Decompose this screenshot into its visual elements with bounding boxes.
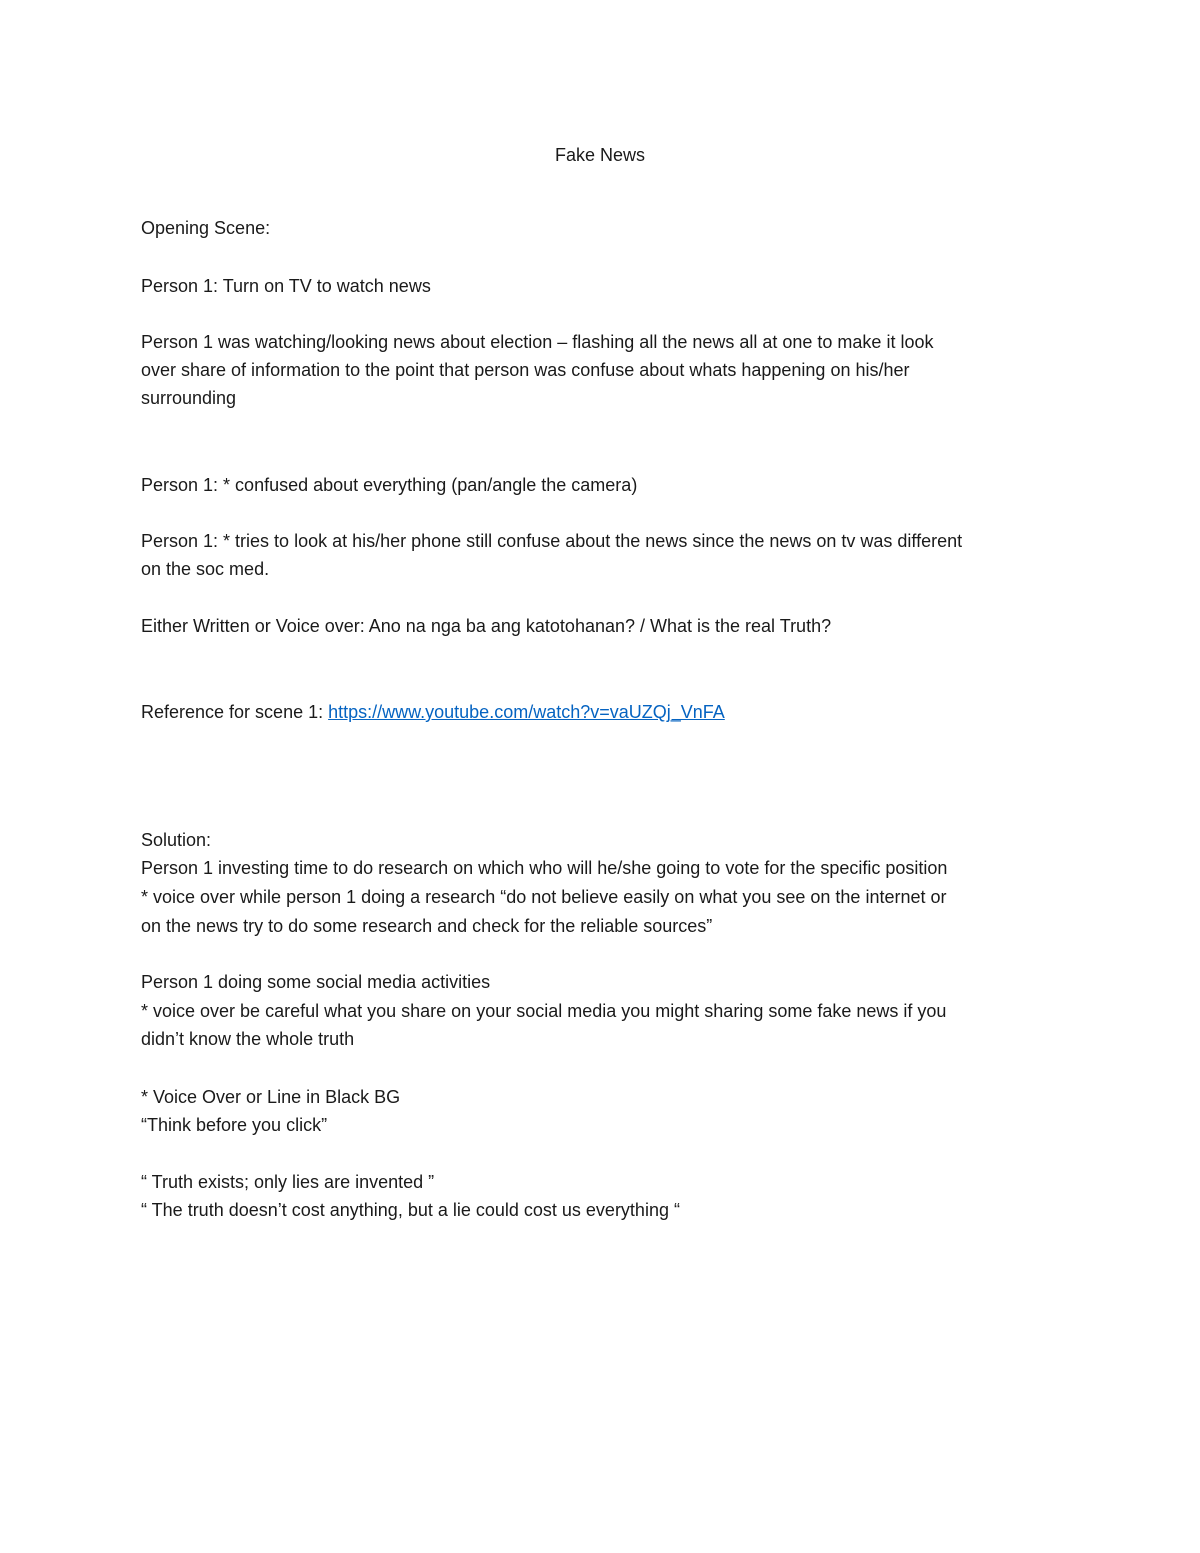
paragraph-line: Person 1: Turn on TV to watch news	[141, 276, 431, 296]
opening-scene-heading: Opening Scene:	[141, 218, 271, 238]
quote-line: “ Truth exists; only lies are invented ”	[141, 1172, 435, 1192]
paragraph-line: surrounding	[141, 388, 237, 408]
paragraph-line: Person 1 was watching/looking news about election – flashing all the news all at one to make it look	[141, 332, 934, 352]
paragraph-line: * voice over while person 1 doing a research “do not believe easily on what you see on the internet or	[141, 887, 947, 907]
reference-link[interactable]: https://www.youtube.com/watch?v=vaUZQj_VnFA	[328, 702, 725, 722]
paragraph-line: Person 1 doing some social media activities	[141, 972, 491, 992]
paragraph-line: Either Written or Voice over: Ano na nga ba ang katotohanan? / What is the real Truth?	[141, 616, 832, 636]
reference-label: Reference for scene 1:	[141, 702, 329, 722]
paragraph-line: Person 1: * confused about everything (pan/angle the camera)	[141, 475, 638, 495]
paragraph-line: * Voice Over or Line in Black BG	[141, 1087, 401, 1107]
paragraph-line: didn’t know the whole truth	[141, 1029, 355, 1049]
paragraph-line: * voice over be careful what you share on your social media you might sharing some fake news if you	[141, 1001, 947, 1021]
paragraph-line: Person 1 investing time to do research on which who will he/she going to vote for the specific position	[141, 858, 948, 878]
quote-line: “ The truth doesn’t cost anything, but a lie could cost us everything “	[141, 1200, 680, 1220]
solution-heading: Solution:	[141, 830, 212, 850]
reference-line	[141, 698, 1061, 726]
paragraph-line: over share of information to the point that person was confuse about whats happening on his/her	[141, 360, 910, 380]
paragraph-line: on the news try to do some research and check for the reliable sources”	[141, 916, 713, 936]
document-title: Fake News	[554, 145, 646, 165]
paragraph-line: on the soc med.	[141, 559, 270, 579]
paragraph-line: “Think before you click”	[141, 1115, 328, 1135]
paragraph-line: Person 1: * tries to look at his/her phone still confuse about the news since the news on tv was different	[141, 531, 963, 551]
